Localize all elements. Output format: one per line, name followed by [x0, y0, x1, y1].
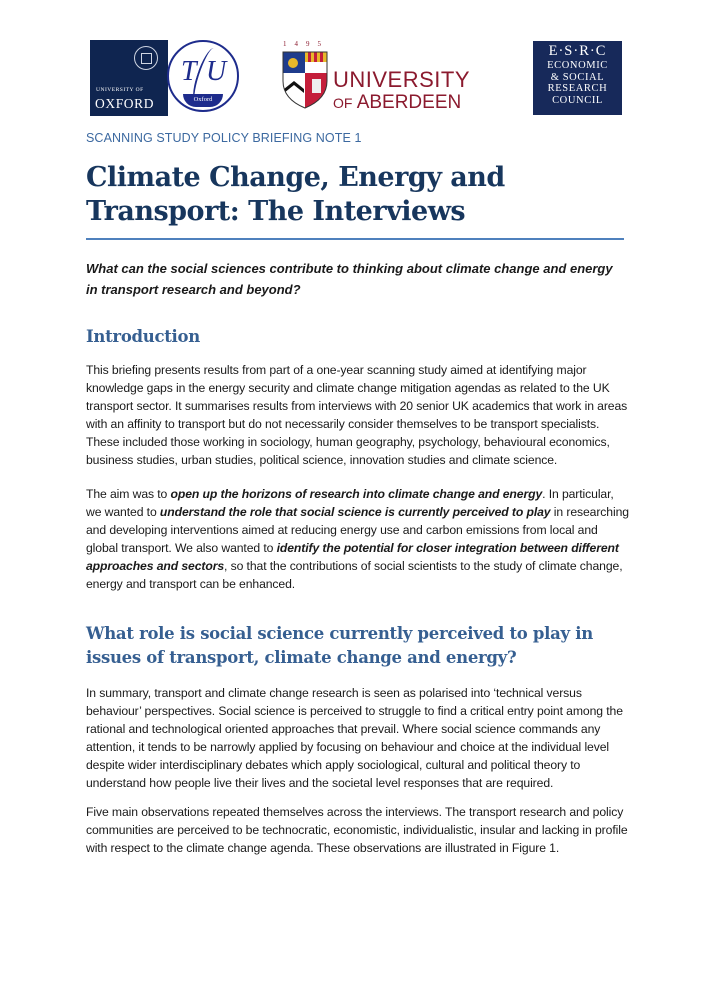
esrc-line4: COUNCIL	[552, 94, 603, 106]
text-run: . In particular, we wanted to	[86, 487, 614, 519]
esrc-line3: RESEARCH	[547, 83, 608, 94]
emphasis-run: understand the role that social science is currently perceived to play	[159, 505, 551, 519]
introduction-heading: Introduction	[86, 327, 200, 346]
esrc-logo	[533, 41, 622, 115]
aberdeen-year: 1495	[283, 40, 329, 48]
briefing-note-label: SCANNING STUDY POLICY BRIEFING NOTE 1	[86, 131, 362, 145]
aberdeen-logo-line2	[333, 92, 461, 114]
role-paragraph-2: Five main observations repeated themselves across the interviews. The transport research and policy communities are perceived to be technocratic, economistic, individualistic, insular and lacking in profile with respect to the climate change agenda. These observations are illustrated in Figure 1.	[86, 805, 628, 855]
esrc-abbr: E·S·R·C	[548, 43, 607, 59]
text-run: , so that the contributions of social scientists to the study of climate change, energy and transport can be enhanced.	[86, 559, 623, 591]
oxford-logo-line1: UNIVERSITY OF	[96, 87, 144, 93]
aberdeen-of: OF	[333, 95, 353, 111]
title-line1: Climate Change, Energy and	[86, 162, 505, 193]
introduction-paragraph-2	[86, 485, 631, 593]
oxford-logo-line2: OXFORD	[95, 96, 155, 111]
tsu-oxford-logo	[167, 40, 239, 112]
title-divider	[86, 238, 624, 240]
lead-question: What can the social sciences contribute to thinking about climate change and energy in transport research and beyond?	[86, 261, 613, 297]
university-of-aberdeen-logo	[278, 40, 478, 118]
title-line2: Transport: The Interviews	[86, 196, 466, 227]
university-of-oxford-logo	[90, 40, 168, 116]
emphasis-run: identify the potential for closer integration between different approaches and sectors	[86, 541, 619, 573]
esrc-line1: ECONOMIC	[547, 60, 608, 71]
text-run: The aim was to	[86, 487, 171, 501]
introduction-paragraph-1: This briefing presents results from part of a one-year scanning study aimed at identifying major knowledge gaps in the energy security and climate change mitigation agendas as related to the UK transport sector. It summarises results from interviews with 20 senior UK academics that work in areas with an affinity to transport but do not necessarily consider themselves to be transport specialists. These included those working in sociology, human geography, psychology, behavioural economics, business studies, urban studies, political science, innovation studies and climate science.	[86, 363, 628, 467]
oxford-crest-icon	[134, 46, 158, 70]
aberdeen-logo-line1: UNIVERSITY	[333, 67, 471, 92]
aberdeen-shield-icon	[282, 51, 328, 109]
tsu-letter-t: T	[181, 56, 197, 87]
aberdeen-name: ABERDEEN	[356, 92, 462, 113]
role-heading: What role is social science currently perceived to play in issues of transport, climate change and energy?	[86, 624, 593, 667]
logo-bar	[0, 0, 707, 125]
esrc-line2: & SOCIAL	[550, 71, 605, 83]
role-paragraph-1: In summary, transport and climate change research is seen as polarised into ‘technical versus behaviour’ perspectives. Social science is perceived to struggle to find a critical entry point among the rational and technological oriented approaches that prevail. Where social science commands any attention, it tends to be narrowly applied by focusing on behaviour and choice at the individual level despite wider interdisciplinary debates which apply sociological, cultural and political theory to understand how people live their lives and the societal level responses that are required.	[86, 686, 623, 790]
text-run: in researching and developing interventions aimed at reducing energy use and carbon emissions from local and global transport. We also wanted to	[86, 505, 629, 555]
page-title	[86, 161, 626, 229]
emphasis-run: open up the horizons of research into climate change and energy	[170, 487, 543, 501]
tsu-caption: Oxford	[183, 94, 223, 107]
tsu-letter-u: U	[206, 56, 227, 87]
